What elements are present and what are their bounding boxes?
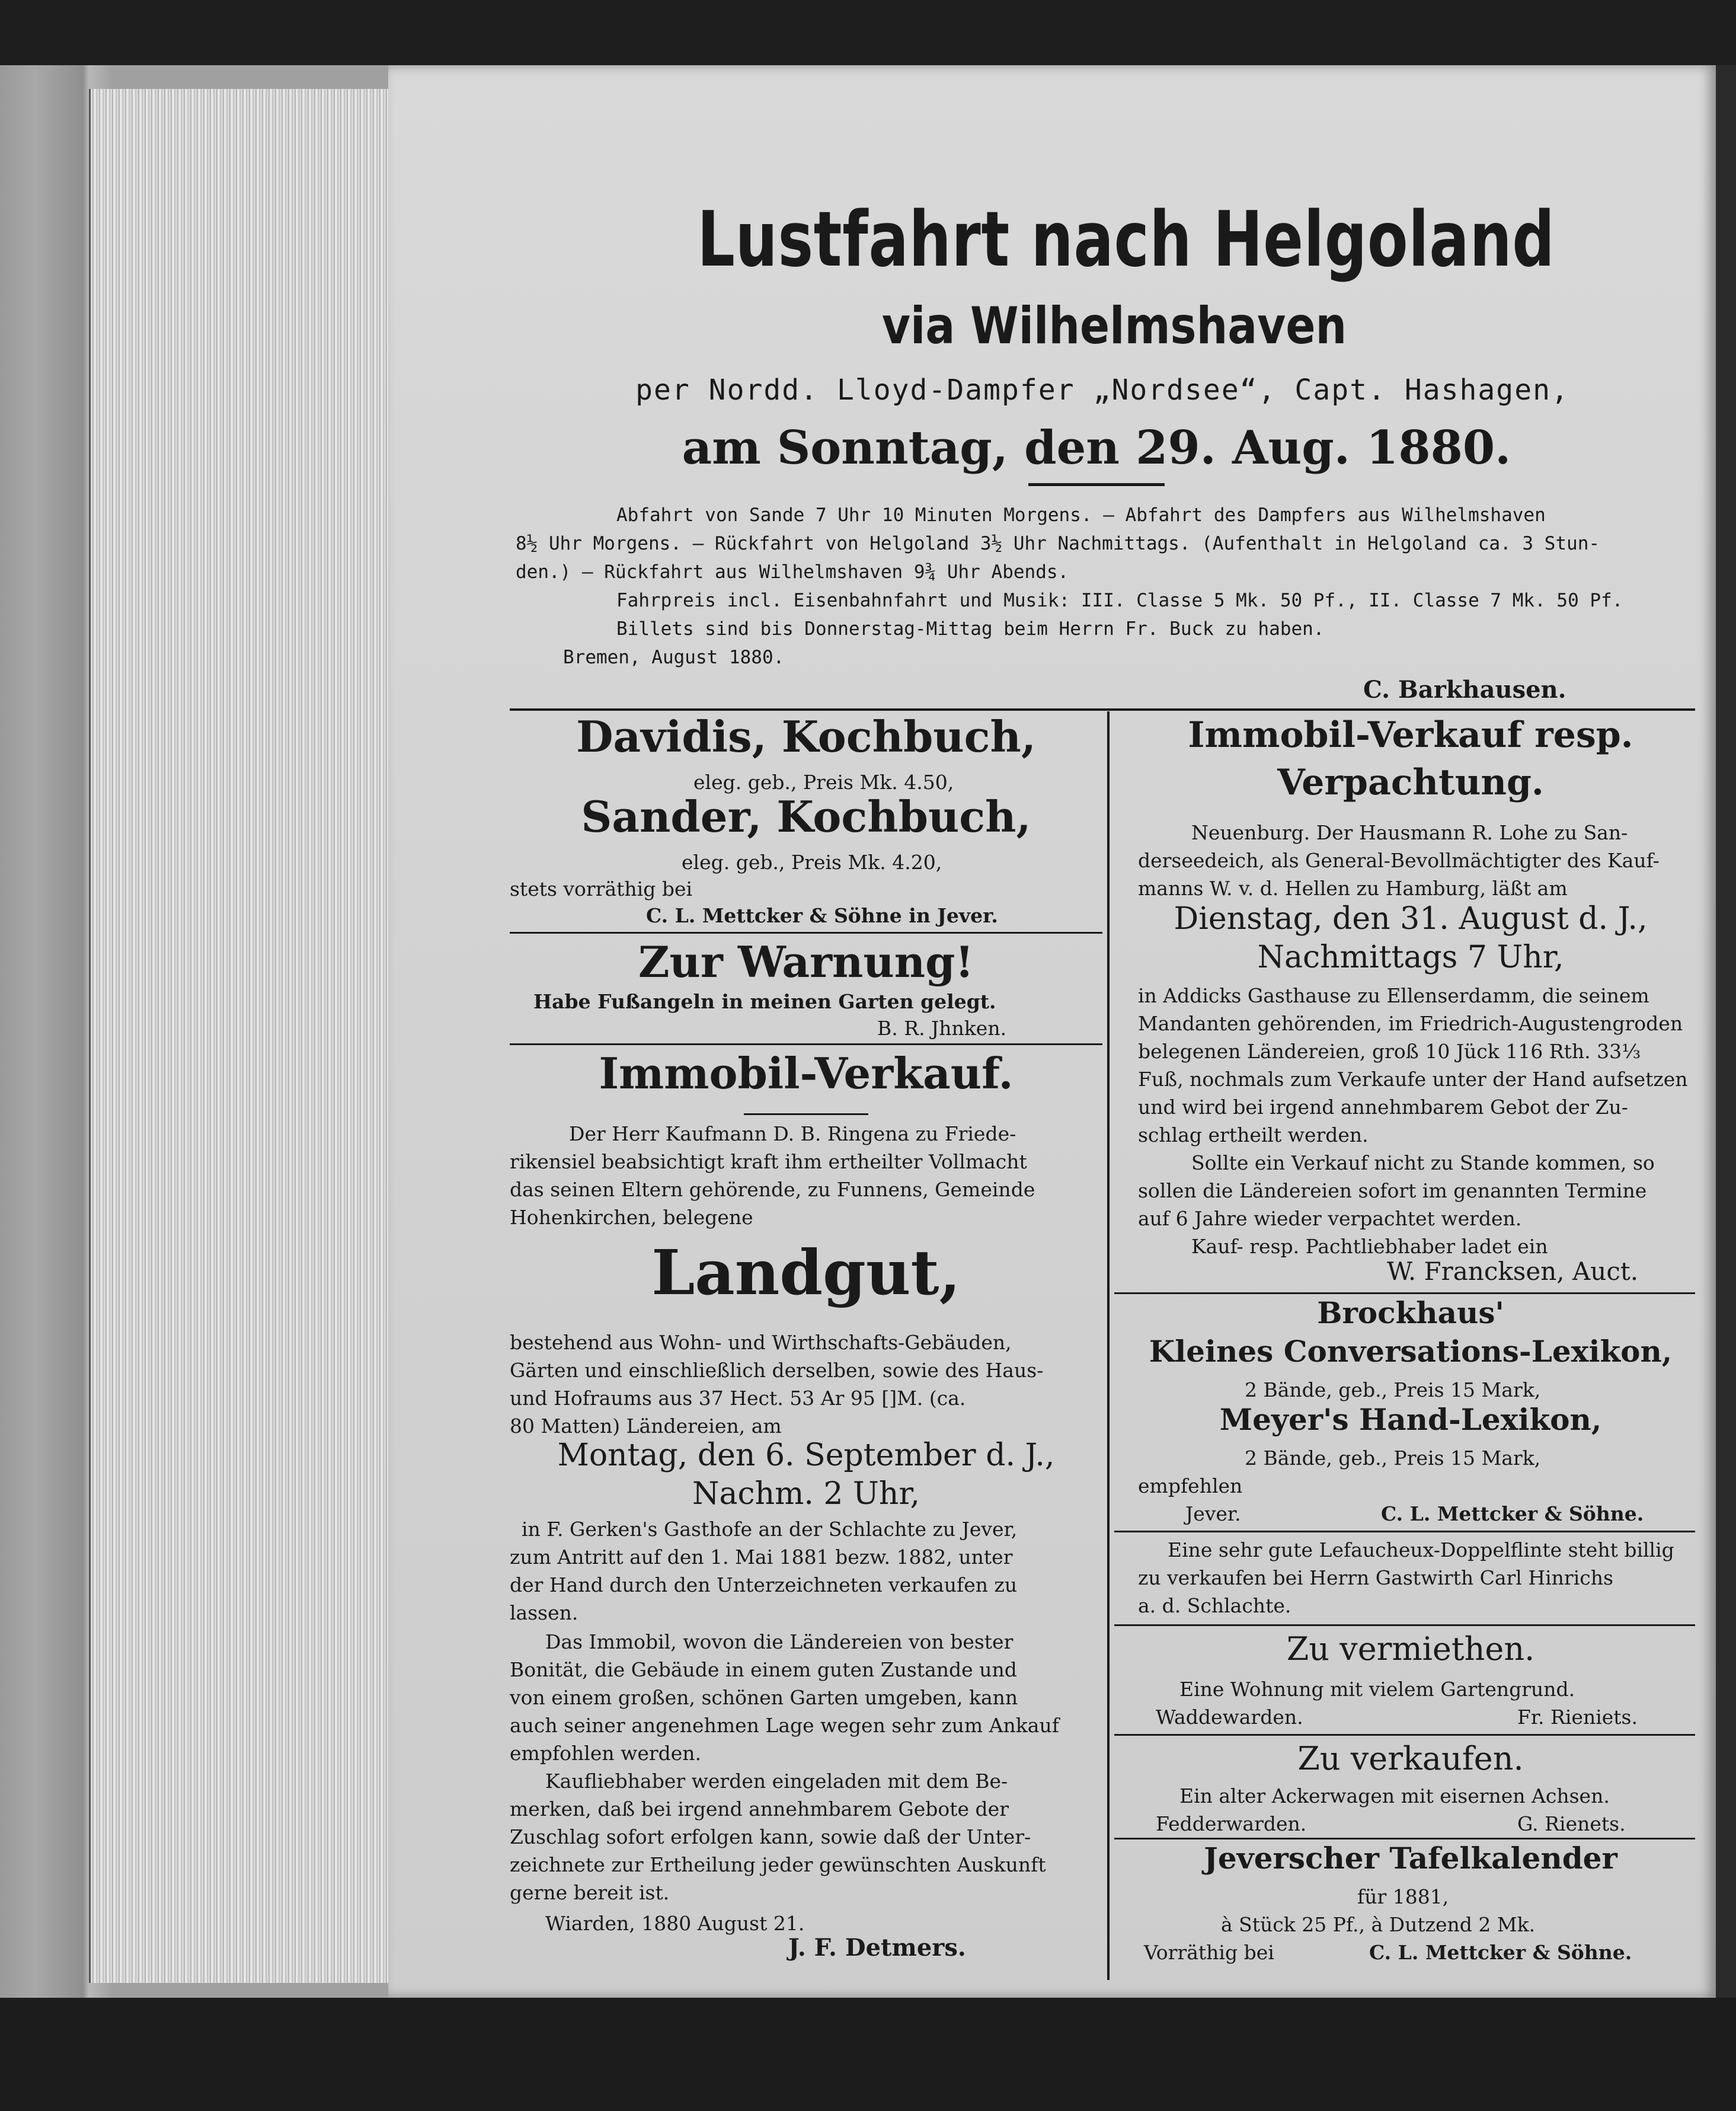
- rieniets-signature-1: Fr. Rieniets.: [1517, 1706, 1638, 1729]
- verpachtung-line-10: Sollte ein Verkauf nicht zu Stande kommen, so: [1191, 1151, 1655, 1174]
- header-divider: [510, 708, 1695, 711]
- flinte-line-3: a. d. Schlachte.: [1138, 1594, 1291, 1617]
- buyer-line-5: gerne bereit ist.: [510, 1881, 670, 1904]
- place-line-3: der Hand durch den Unterzeichneten verkaufen zu: [510, 1573, 1018, 1596]
- landgut-signature: J. F. Detmers.: [788, 1934, 966, 1962]
- kalender-stock: Vorräthig bei: [1144, 1941, 1274, 1964]
- trip-signature: C. Barkhausen.: [1363, 676, 1566, 704]
- lexikon-price-2: 2 Bände, geb., Preis 15 Mark,: [1245, 1446, 1541, 1470]
- left-divider-2: [510, 1043, 1102, 1045]
- ad-title: Lustfahrt nach Helgoland: [697, 196, 1555, 284]
- kalender-title: Jeverscher Tafelkalender: [1204, 1841, 1617, 1876]
- meyers-lexikon: Meyer's Hand-Lexikon,: [1219, 1402, 1602, 1437]
- bottom-border: [0, 1998, 1736, 2111]
- immobil-short-rule: [744, 1113, 868, 1115]
- verpachtung-title-1: Immobil-Verkauf resp.: [1188, 714, 1633, 756]
- waddewarden-text: Waddewarden.: [1156, 1706, 1303, 1729]
- ackerwagen-text: Ein alter Ackerwagen mit eisernen Achsen.: [1179, 1784, 1610, 1807]
- ad-date-line: am Sonntag, den 29. Aug. 1880.: [682, 421, 1511, 475]
- landgut-title: Landgut,: [651, 1236, 961, 1309]
- immobil-desc-3: von einem großen, schönen Garten umgeben, kann: [510, 1686, 1018, 1709]
- landgut-line-3: und Hofraums aus 37 Hect. 53 Ar 95 []M. (ca.: [510, 1387, 966, 1410]
- verpachtung-line-8: und wird bei irgend annehmbarem Gebot der Zu-: [1138, 1096, 1628, 1119]
- lexikon-price-1: 2 Bände, geb., Preis 15 Mark,: [1245, 1378, 1541, 1401]
- right-divider-4: [1114, 1734, 1695, 1736]
- verpachtung-line-4: in Addicks Gasthause zu Ellenserdamm, die seinem: [1138, 984, 1649, 1007]
- kalender-seller: C. L. Mettcker & Söhne.: [1369, 1941, 1632, 1964]
- sander-title: Sander, Kochbuch,: [581, 791, 1031, 842]
- stock-text: stets vorräthig bei: [510, 877, 693, 900]
- verpachtung-line-1: Neuenburg. Der Hausmann R. Lohe zu San-: [1191, 821, 1628, 844]
- warnung-title: Zur Warnung!: [638, 937, 974, 987]
- ad-ship-line: per Nordd. Lloyd-Dampfer „Nordsee“, Capt. Hashagen,: [635, 373, 1569, 407]
- buyer-line-1: Kaufliebhaber werden eingeladen mit dem Be-: [545, 1770, 1008, 1793]
- place-line-2: zum Antritt auf den 1. Mai 1881 bezw. 1882, unter: [510, 1545, 1013, 1569]
- date-underline: [1028, 483, 1165, 486]
- book-page-edges: [89, 89, 399, 1983]
- jever-text: Jever.: [1185, 1502, 1241, 1525]
- immobil-desc-5: empfohlen werden.: [510, 1742, 702, 1765]
- flinte-line-2: zu verkaufen bei Herrn Gastwirth Carl Hinrichs: [1138, 1566, 1613, 1589]
- cookbook-seller: C. L. Mettcker & Söhne in Jever.: [646, 904, 998, 927]
- montag-date: Montag, den 6. September d. J.,: [557, 1438, 1055, 1473]
- brockhaus-title: Brockhaus': [1317, 1295, 1504, 1330]
- immobil-line-4: Hohenkirchen, belegene: [510, 1206, 753, 1229]
- trip-line-3: den.) — Rückfahrt aus Wilhelmshaven 9¾ Uhr Abends.: [516, 561, 1069, 583]
- verpachtung-line-6: belegenen Ländereien, groß 10 Jück 116 Rth. 33⅓: [1138, 1040, 1641, 1063]
- warnung-signature: B. R. Jhnken.: [877, 1017, 1007, 1040]
- kleines-lexikon: Kleines Conversations-Lexikon,: [1149, 1334, 1673, 1369]
- wohnung-text: Eine Wohnung mit vielem Gartengrund.: [1179, 1678, 1575, 1701]
- trip-line-6: Bremen, August 1880.: [563, 647, 785, 668]
- verpachtung-line-11: sollen die Ländereien sofort im genannten Termine: [1138, 1179, 1647, 1202]
- right-divider-3: [1114, 1624, 1695, 1626]
- ad-subtitle: via Wilhelmshaven: [881, 296, 1347, 356]
- right-divider-2: [1114, 1531, 1695, 1532]
- montag-time: Nachm. 2 Uhr,: [692, 1476, 920, 1512]
- buyer-line-2: merken, daß bei irgend annehmbarem Gebote der: [510, 1797, 1009, 1821]
- trip-line-5: Billets sind bis Donnerstag-Mittag beim Herrn Fr. Buck zu haben.: [616, 618, 1325, 640]
- right-divider-1: [1114, 1292, 1695, 1294]
- lexikon-seller: C. L. Mettcker & Söhne.: [1381, 1502, 1644, 1525]
- verpachtung-line-5: Mandanten gehörenden, im Friedrich-Augustengroden: [1138, 1012, 1683, 1035]
- column-divider: [1107, 711, 1110, 1980]
- landgut-date: Wiarden, 1880 August 21.: [545, 1912, 805, 1935]
- landgut-line-1: bestehend aus Wohn- und Wirthschafts-Gebäuden,: [510, 1331, 1012, 1354]
- verpachtung-line-12: auf 6 Jahre wieder verpachtet werden.: [1138, 1207, 1522, 1230]
- immobil-line-1: Der Herr Kaufmann D. B. Ringena zu Friede-: [569, 1122, 1016, 1145]
- buyer-line-4: zeichnete zur Ertheilung jeder gewünschten Auskunft: [510, 1853, 1046, 1876]
- immobil-desc-2: Bonität, die Gebäude in einem guten Zustande und: [510, 1658, 1017, 1681]
- top-border: [0, 0, 1736, 65]
- trip-line-2: 8½ Uhr Morgens. — Rückfahrt von Helgoland 3½ Uhr Nachmittags. (Aufenthalt in Helgoland ca. 3 Stun-: [516, 533, 1600, 554]
- rieniets-signature-2: G. Rienets.: [1517, 1812, 1626, 1835]
- verkaufen-title: Zu verkaufen.: [1297, 1740, 1524, 1777]
- right-divider-5: [1114, 1838, 1695, 1839]
- trip-line-1: Abfahrt von Sande 7 Uhr 10 Minuten Morgens. — Abfahrt des Dampfers aus Wilhelmshaven: [616, 504, 1546, 526]
- verpachtung-title-2: Verpachtung.: [1277, 762, 1544, 803]
- place-line-4: lassen.: [510, 1601, 578, 1624]
- landgut-line-4: 80 Matten) Ländereien, am: [510, 1414, 782, 1438]
- kalender-price: à Stück 25 Pf., à Dutzend 2 Mk.: [1221, 1913, 1536, 1936]
- verpachtung-line-2: derseedeich, als General-Bevollmächtigter des Kauf-: [1138, 849, 1660, 872]
- davidis-title: Davidis, Kochbuch,: [576, 711, 1036, 762]
- immobil-desc-4: auch seiner angenehmen Lage wegen sehr zum Ankauf: [510, 1714, 1059, 1737]
- immobil-title: Immobil-Verkauf.: [599, 1048, 1014, 1098]
- immobil-line-3: das seinen Eltern gehörende, zu Funnens, Gemeinde: [510, 1178, 1035, 1201]
- fedderwarden-text: Fedderwarden.: [1156, 1812, 1307, 1835]
- verpachtung-line-7: Fuß, nochmals zum Verkaufe unter der Hand aufsetzen: [1138, 1068, 1688, 1091]
- sander-price: eleg. geb., Preis Mk. 4.20,: [682, 851, 942, 874]
- verpachtung-line-13: Kauf- resp. Pachtliebhaber ladet ein: [1191, 1235, 1548, 1258]
- kalender-year: für 1881,: [1357, 1885, 1449, 1908]
- left-divider-1: [510, 932, 1102, 934]
- verpachtung-signature: W. Francksen, Auct.: [1387, 1257, 1639, 1286]
- immobil-desc-1: Das Immobil, wovon die Ländereien von bester: [545, 1630, 1014, 1653]
- empfehlen-text: empfehlen: [1138, 1474, 1243, 1497]
- flinte-line-1: Eine sehr gute Lefaucheux-Doppelflinte steht billig: [1168, 1538, 1674, 1561]
- immobil-line-2: rikensiel beabsichtigt kraft ihm ertheilter Vollmacht: [510, 1150, 1027, 1173]
- right-page-edge: [1716, 65, 1736, 1998]
- dienstag-time: Nachmittags 7 Uhr,: [1257, 940, 1564, 975]
- dienstag-date: Dienstag, den 31. August d. J.,: [1174, 901, 1648, 937]
- landgut-line-2: Gärten und einschließlich derselben, sowie des Haus-: [510, 1359, 1044, 1382]
- verpachtung-line-9: schlag ertheilt werden.: [1138, 1123, 1369, 1146]
- warnung-text: Habe Fußangeln in meinen Garten gelegt.: [533, 990, 996, 1013]
- davidis-price: eleg. geb., Preis Mk. 4.50,: [693, 771, 954, 794]
- trip-line-4: Fahrpreis incl. Eisenbahnfahrt und Musik: III. Classe 5 Mk. 50 Pf., II. Classe 7 Mk. 50 Pf.: [616, 590, 1623, 611]
- verpachtung-line-3: manns W. v. d. Hellen zu Hamburg, läßt am: [1138, 877, 1568, 900]
- vermiethen-title: Zu vermiethen.: [1286, 1630, 1535, 1668]
- place-line-1: in F. Gerken's Gasthofe an der Schlachte zu Jever,: [522, 1518, 1018, 1541]
- buyer-line-3: Zuschlag sofort erfolgen kann, sowie daß der Unter-: [510, 1825, 1031, 1848]
